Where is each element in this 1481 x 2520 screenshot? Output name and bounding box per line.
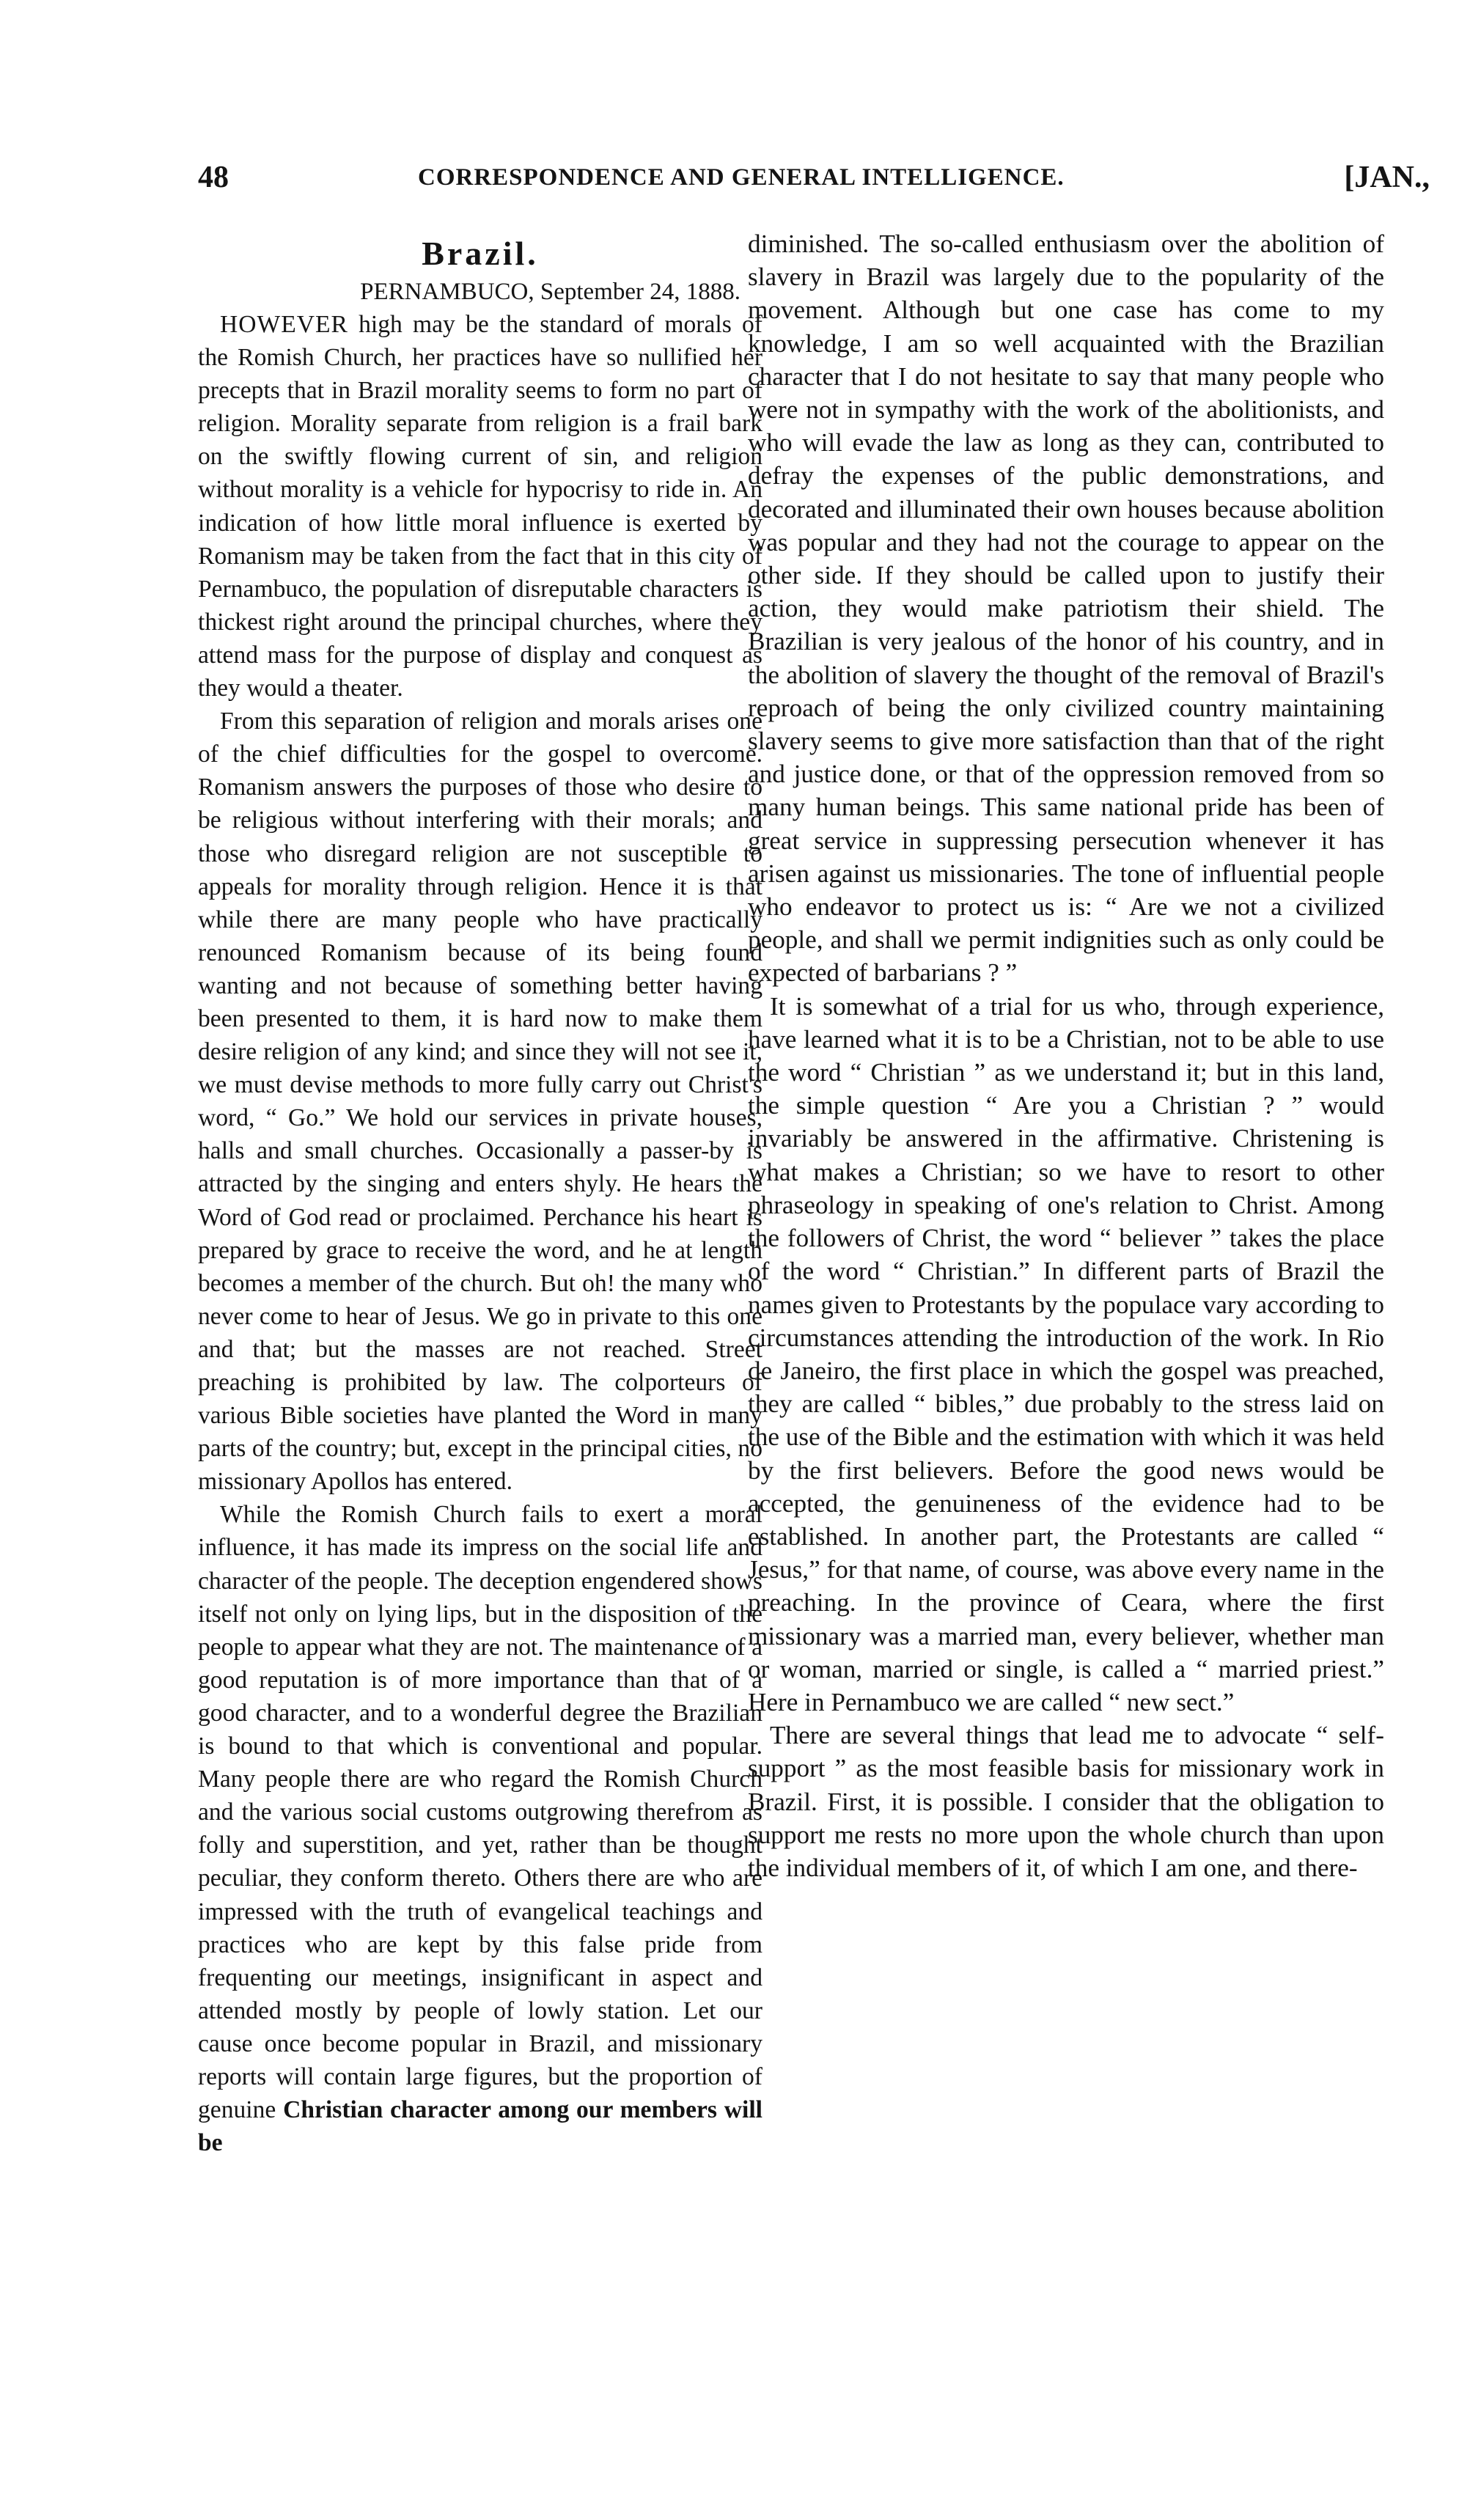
paragraph: It is somewhat of a trial for us who, through experience, have learned what it is to be a Christian, not to be able to use the word “ Christian ” as we understand it; but in this land, the simple question “ Are you a Christian ? ” would invariably be answered in the affirmative. Christening is what makes a Christian; so we have to resort to other phraseology in speaking of one's relation to Christ. Among the followers of Christ, the word “ believer ” takes the place of the word “ Christian.” In different parts of Brazil the names given to Protestants by the populace vary according to circumstances attending the introduction of the work. In Rio de Janeiro, the first place in which the gospel was preached, they are called “ bibles,” due probably to the stress laid on the use of the Bible and the estimation with which it was held by the first believers. Before the good news would be accepted, the genuineness of the evidence had to be established. In another part, the Protestants are called “ Jesus,” for that name, of course, was above every name in the preaching. In the province of Ceara, where the first missionary was a married man, every believer, whether man or woman, married or single, is called a “ married priest.” Here in Pernambuco we are called “ new sect.”	[748, 991, 1384, 1716]
page-header	[198, 160, 1430, 211]
issue-month: [JAN.,	[1344, 161, 1430, 194]
paragraph-text-end: Christian character among our members will be	[198, 2096, 762, 2157]
paragraph	[198, 1498, 762, 2159]
paragraph-continued: diminished. The so-called enthusiasm over the abolition of slavery in Brazil was largely due to the popularity of the movement. Although but one case has come to my knowledge, I am so well acquainted with the Brazilian character that I do not hesitate to say that many people who were not in sympathy with the work of the abolitionists, and who will evade the law as long as they can, contributed to defray the expenses of the public demonstrations, and decorated and illuminated their own houses because abolition was popular and they had not the courage to appear on the other side. If they should be called upon to justify their action, they would make patriotism their shield. The Brazilian is very jealous of the honor of his country, and in the abolition of slavery the thought of the removal of Brazil's reproach of being the only civilized country maintaining slavery seems to give more satisfaction than that of the right and justice done, or that of the oppression removed from so many human beings. This same national pride has been of great service in suppressing persecution whenever it has arisen against us missionaries. The tone of influential people who endeavor to protect us is: “ Are we not a civilized people, and shall we permit indignities such as only could be expected of barbarians ? ”	[748, 229, 1384, 988]
paragraph-text: high may be the standard of morals of the Romish Church, her practices have so nullified her precepts that in Brazil morality seems to form no part of religion. Morality separate from religion is a frail bark on the swiftly flowing current of sin, and religion without morality is a vehicle for hypocrisy to ride in. An indication of how little moral influence is exerted by Romanism may be taken from the fact that in this city of Pernambuco, the population of disreputable characters is thickest right around the principal churches, where they attend mass for the purpose of display and conquest as they would a theater.	[198, 311, 762, 702]
page-number: 48	[198, 161, 229, 194]
paragraph-text: While the Romish Church fails to exert a moral influence, it has made its impress on the social life and character of the people. The deception engendered shows itself not only on lying lips, but in the disposition of the people to appear what they are not. The maintenance of a good reputation is of more importance than that of a good character, and to a wonderful degree the Brazilian is bound to that which is conventional and popular. Many people there are who regard the Romish Church and the various social customs outgrowing therefrom as folly and superstition, and yet, rather than be thought peculiar, they conform thereto. Others there are who are impressed with the truth of evangelical teachings and practices who are kept by this false pride from frequenting our meetings, insignificant in aspect and attended mostly by people of lowly station. Let our cause once become popular in Brazil, and missionary reports will contain large figures, but the proportion of genuine	[198, 1501, 762, 2124]
opening-word: HOWEVER	[220, 311, 348, 338]
article-title: Brazil.	[422, 235, 539, 272]
running-head: CORRESPONDENCE AND GENERAL INTELLIGENCE.	[418, 164, 1065, 191]
right-column	[748, 227, 1384, 1884]
paragraph: There are several things that lead me to advocate “ self-support ” as the most feasible basis for missionary work in Brazil. First, it is possible. I consider that the obligation to support me rests no more upon the whole church than upon the individual members of it, of which I am one, and there-	[748, 1721, 1384, 1882]
left-column	[198, 233, 762, 2159]
paragraph: From this separation of religion and morals arises one of the chief difficulties for the gospel to overcome. Romanism answers the purposes of those who desire to be religious without interfering with their morals; and those who disregard religion are not susceptible to appeals for morality through religion. Hence it is that while there are many people who have practically renounced Romanism because of its being found wanting and not because of something better having been presented to them, it is hard now to make them desire religion of any kind; and since they will not see it, we must devise methods to more fully carry out Christ's word, “ Go.” We hold our services in private houses, halls and small churches. Occasionally a passer-by is attracted by the singing and enters shyly. He hears the Word of God read or proclaimed. Perchance his heart is prepared by grace to receive the word, and he at length becomes a member of the church. But oh! the many who never come to hear of Jesus. We go in private to this one and that; but the masses are not reached. Street preaching is prohibited by law. The colporteurs of various Bible societies have planted the Word in many parts of the country; but, except in the principal cities, no missionary Apollos has entered.	[198, 708, 762, 1496]
paragraph	[198, 308, 762, 705]
dateline: PERNAMBUCO, September 24, 1888.	[360, 279, 740, 305]
